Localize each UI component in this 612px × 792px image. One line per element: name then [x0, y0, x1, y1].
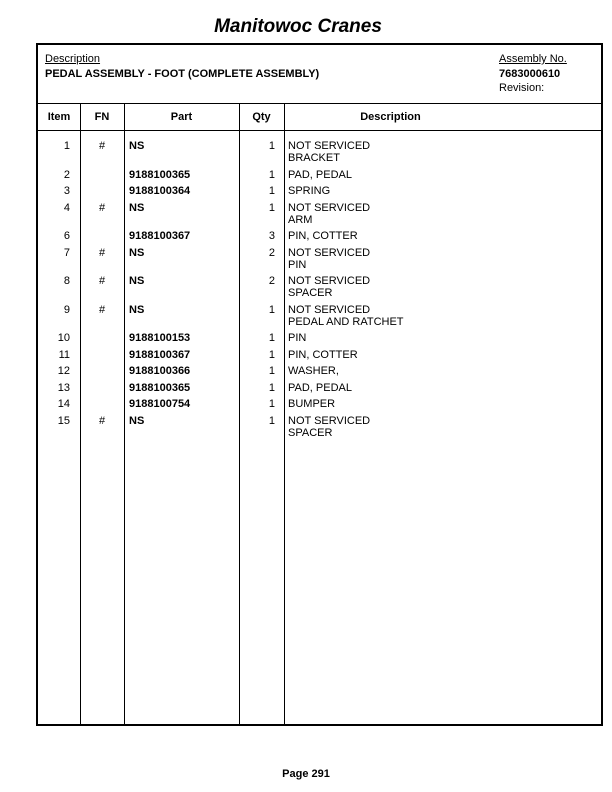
column-header-qty: Qty	[252, 111, 271, 123]
table-row	[38, 382, 601, 399]
table-row	[38, 202, 601, 231]
part-description	[288, 304, 588, 328]
description-line: BRACKET	[288, 152, 340, 164]
part-description	[288, 398, 588, 410]
item-number: 7	[63, 246, 70, 259]
item-number: 12	[57, 365, 70, 377]
quantity: 1	[268, 332, 275, 344]
table-row	[38, 247, 601, 276]
table-row	[38, 398, 601, 415]
column-header-item: Item	[47, 111, 71, 123]
part-description	[288, 169, 588, 181]
part-number: 9188100367	[129, 348, 191, 361]
quantity: 2	[268, 275, 275, 287]
part-description	[288, 247, 588, 271]
quantity: 1	[268, 365, 275, 377]
item-number: 10	[57, 332, 70, 344]
item-number: 8	[63, 275, 70, 287]
part-description	[288, 275, 588, 299]
quantity: 3	[268, 230, 275, 242]
item-number: 1	[63, 140, 70, 152]
assembly-description: PEDAL ASSEMBLY - FOOT (COMPLETE ASSEMBLY)	[45, 68, 320, 80]
fn-marker: #	[98, 140, 106, 152]
description-line: NOT SERVICED	[288, 201, 371, 214]
description-line: NOT SERVICED	[288, 140, 371, 152]
item-number: 9	[63, 303, 70, 316]
table-row	[38, 169, 601, 186]
quantity: 1	[268, 168, 275, 181]
table-row	[38, 415, 601, 444]
table-row	[38, 230, 601, 247]
part-number: 9188100153	[129, 332, 191, 344]
table-row	[38, 365, 601, 382]
assembly-number-label: Assembly No.	[499, 53, 567, 65]
column-header-fn: FN	[94, 111, 110, 123]
description-label: Description	[45, 53, 101, 65]
part-number: 9188100365	[129, 168, 191, 181]
quantity: 1	[268, 303, 275, 316]
part-number: NS	[129, 140, 145, 152]
quantity: 1	[268, 381, 275, 394]
description-line: PEDAL AND RATCHET	[288, 315, 404, 328]
page-number: Page 291	[282, 768, 330, 780]
description-line: NOT SERVICED	[288, 303, 371, 316]
part-number: NS	[129, 246, 145, 259]
item-number: 15	[57, 414, 70, 427]
part-number: 9188100364	[129, 185, 191, 197]
description-line: PAD, PEDAL	[288, 168, 352, 181]
header-divider	[38, 103, 601, 104]
description-line: PAD, PEDAL	[288, 381, 352, 394]
description-line: NOT SERVICED	[288, 246, 371, 259]
item-number: 2	[63, 168, 70, 181]
quantity: 1	[268, 201, 275, 214]
column-header-divider	[38, 130, 601, 131]
item-number: 3	[63, 185, 70, 197]
assembly-number: 7683000610	[499, 68, 561, 80]
part-description	[288, 349, 588, 361]
revision-label: Revision:	[499, 82, 545, 94]
description-line: PIN, COTTER	[288, 230, 358, 242]
part-description	[288, 202, 588, 226]
description-line: NOT SERVICED	[288, 414, 371, 427]
fn-marker: #	[98, 275, 106, 287]
description-line: NOT SERVICED	[288, 275, 371, 287]
quantity: 1	[268, 185, 275, 197]
part-number: 9188100365	[129, 381, 191, 394]
column-header-part: Part	[170, 111, 193, 123]
description-line: WASHER,	[288, 365, 339, 377]
fn-marker: #	[98, 414, 106, 427]
part-description	[288, 140, 588, 164]
item-number: 14	[57, 398, 70, 410]
description-line: PIN	[288, 332, 307, 344]
item-number: 6	[63, 230, 70, 242]
parts-list-frame	[36, 43, 603, 726]
table-row	[38, 185, 601, 202]
quantity: 1	[268, 140, 275, 152]
part-description	[288, 185, 588, 197]
description-line: SPACER	[288, 287, 333, 299]
part-description	[288, 365, 588, 377]
quantity: 1	[268, 348, 275, 361]
part-number: 9188100366	[129, 365, 191, 377]
table-row	[38, 349, 601, 366]
quantity: 2	[268, 246, 275, 259]
part-number: NS	[129, 275, 145, 287]
fn-marker: #	[98, 303, 106, 316]
fn-marker: #	[98, 201, 106, 214]
table-row	[38, 304, 601, 333]
part-number: 9188100754	[129, 398, 191, 410]
part-description	[288, 415, 588, 439]
part-description	[288, 332, 588, 344]
description-line: ARM	[288, 213, 313, 226]
table-row	[38, 140, 601, 169]
item-number: 11	[58, 348, 70, 361]
item-number: 13	[57, 381, 70, 394]
description-line: BUMPER	[288, 398, 336, 410]
part-number: 9188100367	[129, 230, 191, 242]
part-number: NS	[129, 303, 145, 316]
description-line: SPACER	[288, 426, 333, 439]
fn-marker: #	[98, 246, 106, 259]
part-description	[288, 382, 588, 394]
description-line: PIN	[288, 258, 307, 271]
table-row	[38, 275, 601, 304]
table-row	[38, 332, 601, 349]
part-number: NS	[129, 201, 145, 214]
description-line: SPRING	[288, 185, 331, 197]
quantity: 1	[268, 414, 275, 427]
part-number: NS	[129, 414, 145, 427]
column-header-description: Description	[360, 111, 421, 123]
description-line: PIN, COTTER	[288, 348, 358, 361]
page-title: Manitowoc Cranes	[214, 16, 382, 37]
part-description	[288, 230, 588, 242]
quantity: 1	[268, 398, 275, 410]
parts-table-body	[38, 140, 601, 443]
item-number: 4	[63, 201, 70, 214]
